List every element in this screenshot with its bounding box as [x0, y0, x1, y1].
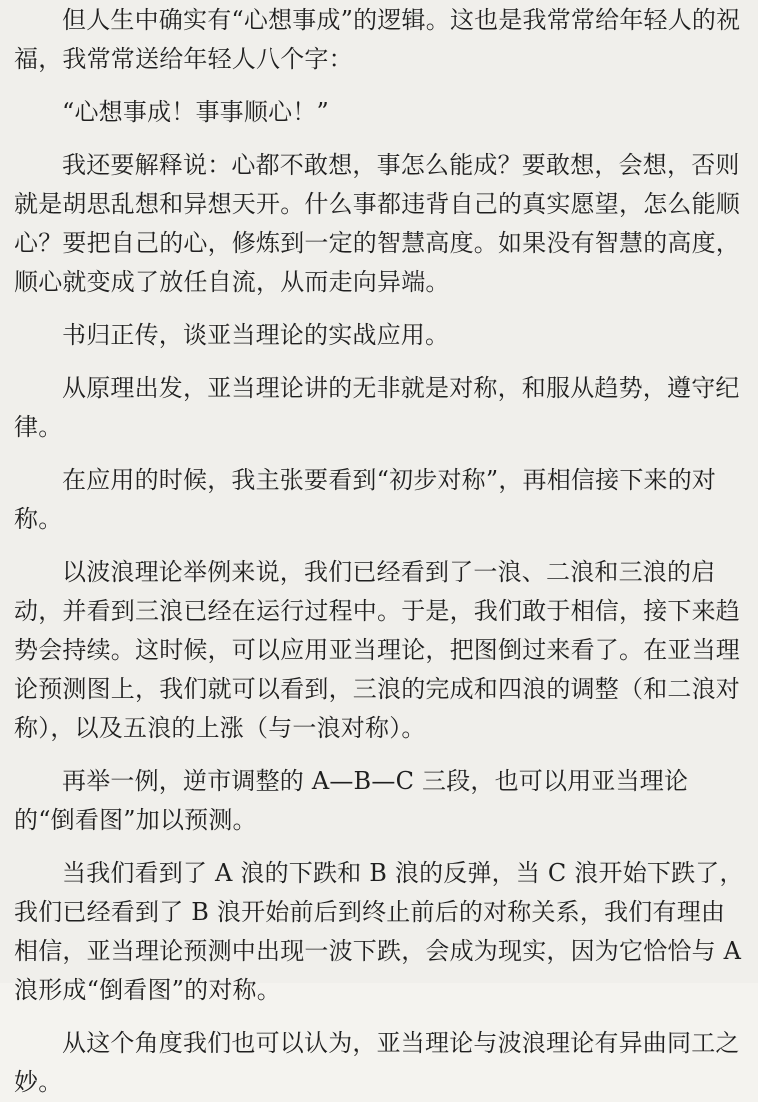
paragraph: 从这个角度我们也可以认为，亚当理论与波浪理论有异曲同工之妙。	[14, 1029, 740, 1096]
paragraph: 以波浪理论举例来说，我们已经看到了一浪、二浪和三浪的启动，并看到三浪已经在运行过程中。于是，我们敢于相信，接下来趋势会持续。这时候，可以应用亚当理论，把图倒过来看了。在亚当理论预测图上，我们就可以看到，三浪的完成和四浪的调整（和二浪对称），以及五浪的上涨（与一浪对称）。	[14, 558, 740, 742]
paragraph: 书归正传，谈亚当理论的实战应用。	[62, 321, 450, 349]
paragraph: 再举一例，逆市调整的 A—B—C 三段，也可以用亚当理论的“倒看图”加以预测。	[14, 767, 689, 834]
paragraph: 在应用的时候，我主张要看到“初步对称”，再相信接下来的对称。	[14, 466, 717, 533]
paragraph: “心想事成！事事顺心！”	[62, 98, 329, 126]
paragraph: 但人生中确实有“心想事成”的逻辑。这也是我常常给年轻人的祝福，我常常送给年轻人八个字：	[14, 6, 741, 73]
paragraph: 从原理出发，亚当理论讲的无非就是对称，和服从趋势，遵守纪律。	[14, 374, 740, 441]
paragraph: 我还要解释说：心都不敢想，事怎么能成？要敢想，会想，否则就是胡思乱想和异想天开。什么事都违背自己的真实愿望，怎么能顺心？要把自己的心，修炼到一定的智慧高度。如果没有智慧的高度，顺心就变成了放任自流，从而走向异端。	[14, 151, 740, 296]
paragraph: 当我们看到了 A 浪的下跌和 B 浪的反弹，当 C 浪开始下跌了，我们已经看到了 B 浪开始前后到终止前后的对称关系，我们有理由相信，亚当理论预测中出现一波下跌，会成为现实，因为它恰恰与 A 浪形成“倒看图”的对称。	[14, 859, 744, 1004]
